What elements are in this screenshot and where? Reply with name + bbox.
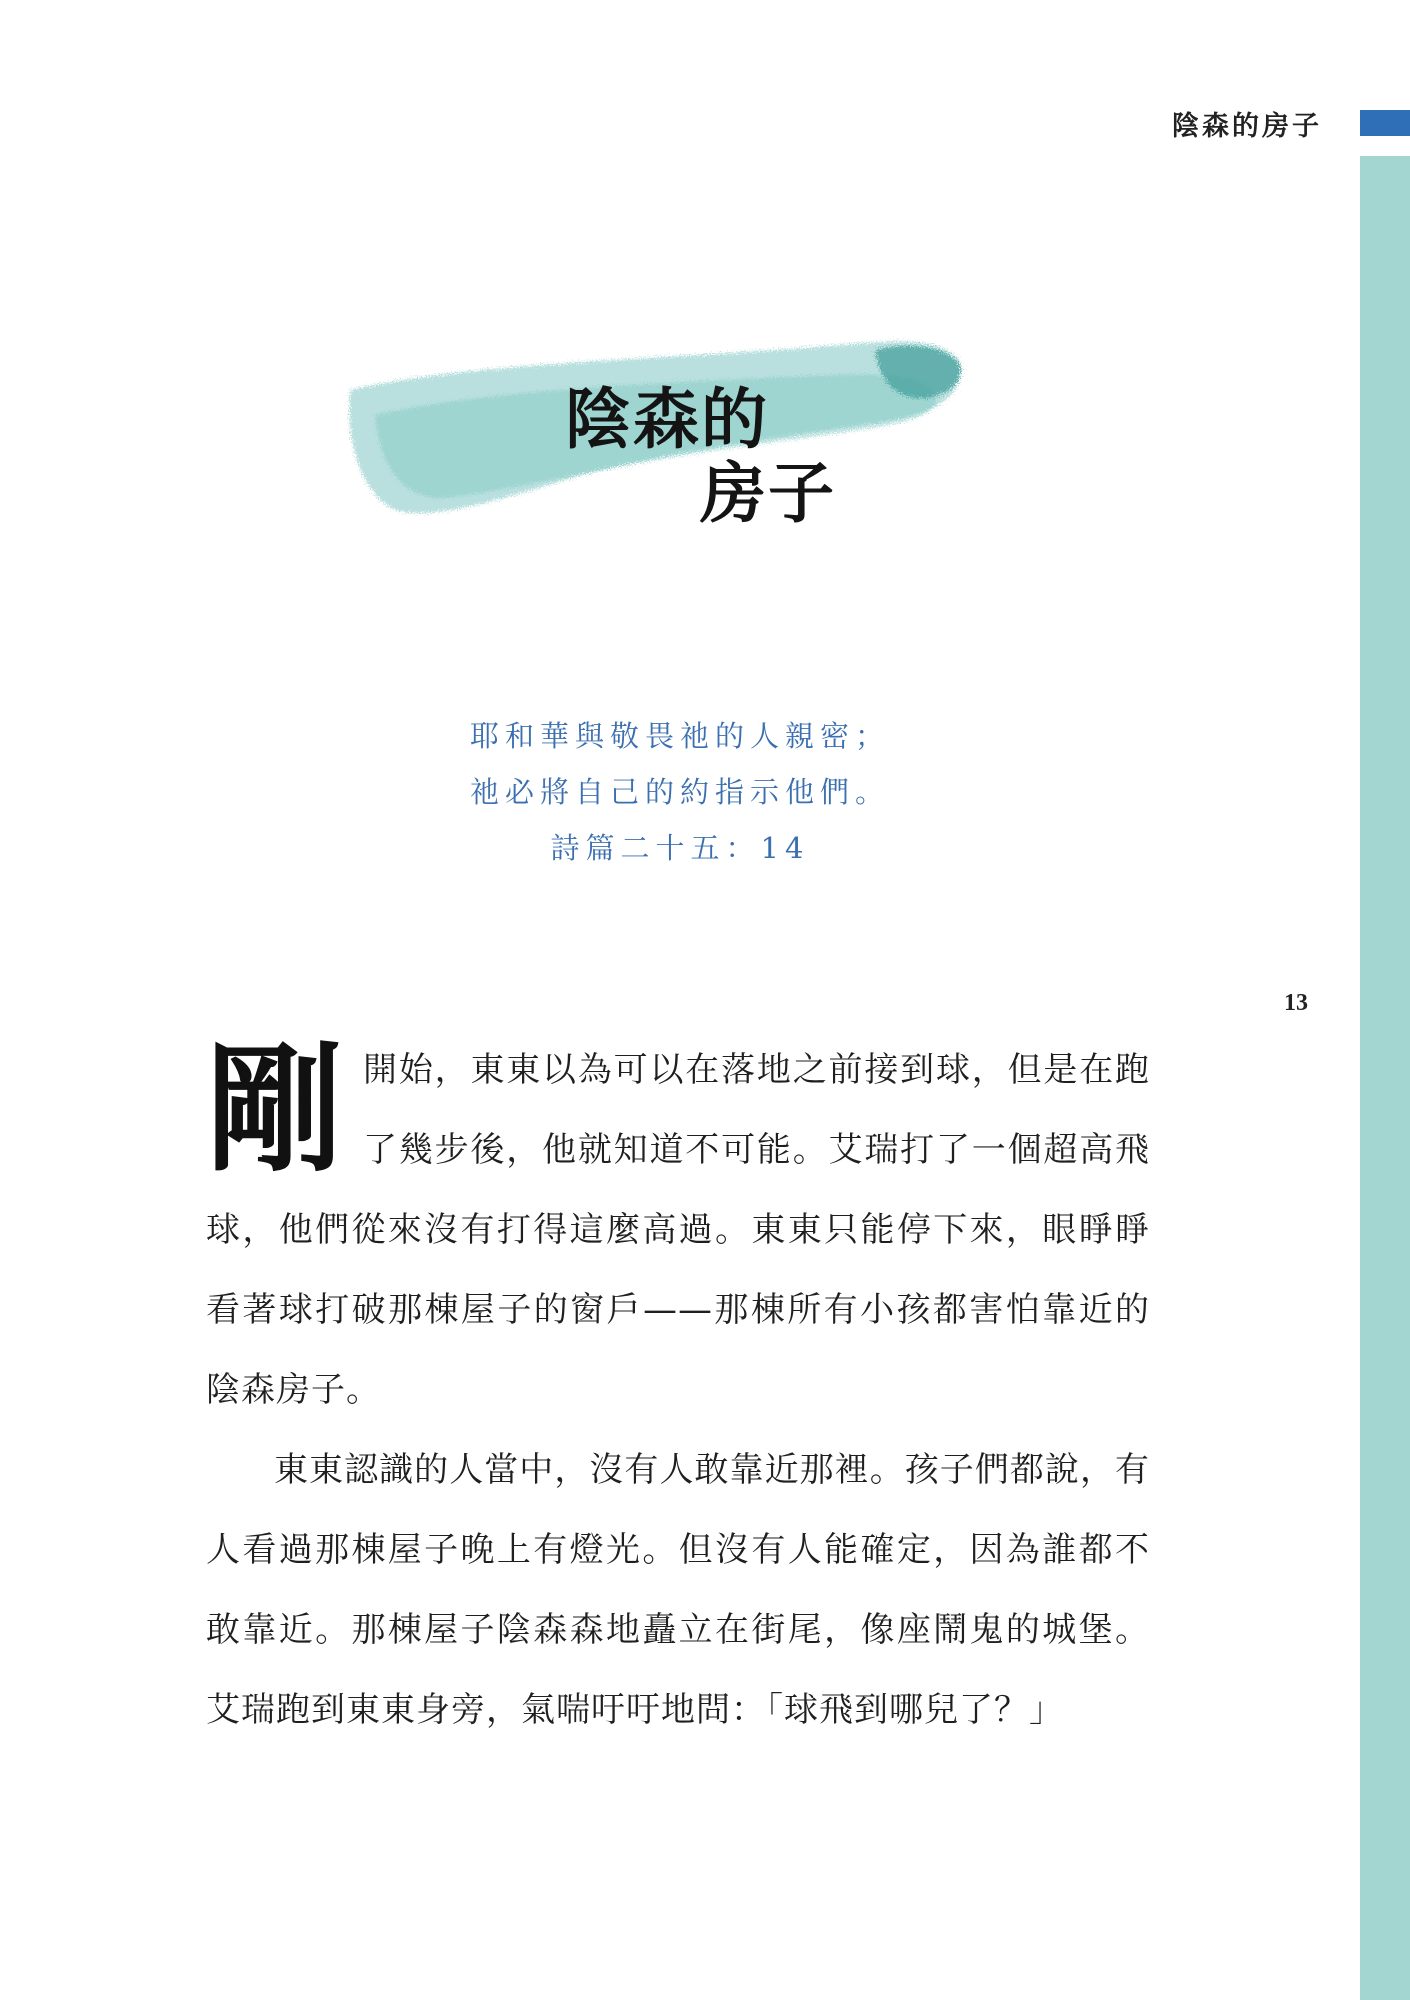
body-text bbox=[206, 1030, 1150, 1750]
epigraph-line-1: 耶和華與敬畏祂的人親密； bbox=[469, 719, 890, 753]
chapter-edge-tab bbox=[1360, 110, 1410, 136]
body-paragraph-2: 東東認識的人當中，沒有人敢靠近那裡。孩子們都說，有人看過那棟屋子晚上有燈光。但沒有人能確定，因為誰都不敢靠近。那棟屋子陰森森地矗立在街尾，像座鬧鬼的城堡。艾瑞跑到東東身旁，氣喘吁吁地問：「球飛到哪兒了？」 bbox=[206, 1450, 1150, 1730]
body-paragraph-1-text: 開始，東東以為可以在落地之前接到球，但是在跑了幾步後，他就知道不可能。艾瑞打了一個超高飛球，他們從來沒有打得這麼高過。東東只能停下來，眼睜睜看著球打破那棟屋子的窗戶——那棟所有小孩都害怕靠近的陰森房子。 bbox=[206, 1050, 1150, 1410]
epigraph bbox=[350, 708, 1010, 876]
page-number: 13 bbox=[1284, 990, 1308, 1016]
epigraph-line-2: 祂必將自己的約指示他們。 bbox=[469, 775, 890, 809]
body-paragraph-1 bbox=[206, 1030, 1150, 1430]
epigraph-citation: 詩篇二十五：14 bbox=[550, 831, 810, 865]
drop-cap: 剛 bbox=[206, 1028, 346, 1191]
chapter-title-line-1: 陰森的 bbox=[565, 380, 769, 458]
running-header: 陰森的房子 bbox=[1172, 111, 1322, 142]
page-edge-strip bbox=[1360, 156, 1410, 2000]
chapter-title-block bbox=[335, 320, 975, 560]
chapter-title-line-2: 房子 bbox=[700, 454, 836, 532]
